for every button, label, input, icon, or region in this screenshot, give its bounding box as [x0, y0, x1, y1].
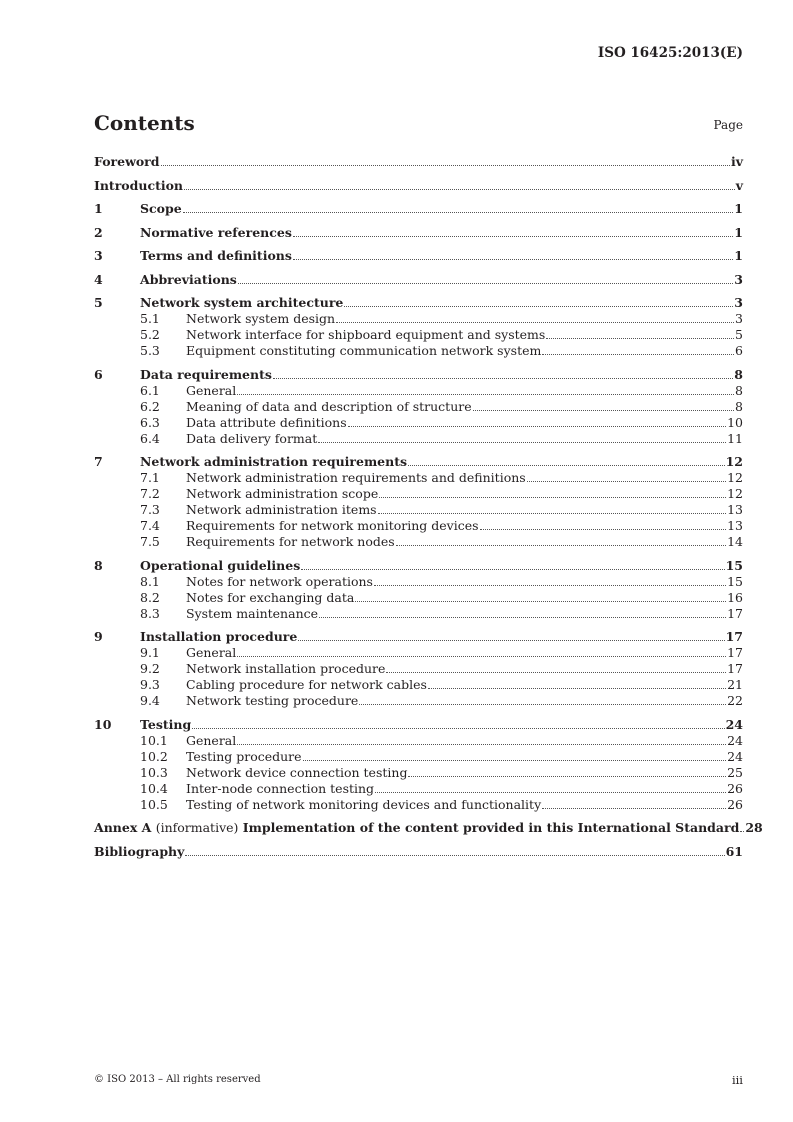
toc-section-entry[interactable] [94, 201, 743, 217]
toc-entry-page: 17 [727, 645, 743, 660]
toc-entry-page: 3 [734, 295, 743, 310]
toc-entry-number: 9.3 [140, 677, 160, 692]
dot-leader [298, 640, 724, 641]
toc-entry-page: 12 [727, 470, 743, 485]
toc-entry-title: Network administration items [186, 502, 377, 517]
toc-subsection-entry[interactable] [94, 733, 743, 749]
toc-entry-title: Network interface for shipboard equipment and systems [186, 327, 546, 342]
toc-entry-title: Foreword [94, 154, 160, 169]
toc-entry-page: 1 [734, 201, 743, 216]
toc-entry-page: 5 [735, 327, 743, 342]
toc-subsection-entry[interactable] [94, 749, 743, 765]
toc-entry-title: General [186, 382, 237, 398]
toc-entry-number: 9.1 [140, 645, 160, 660]
dot-leader [192, 728, 724, 729]
toc-entry-page: 8 [734, 366, 743, 382]
toc-entry-title: Notes for network operations [186, 573, 373, 589]
toc-entry-number: 6.3 [140, 414, 160, 430]
toc-entry-page: 26 [727, 780, 743, 796]
toc-entry-title: Inter-node connection testing [186, 780, 375, 796]
toc-subsection-entry[interactable] [94, 431, 743, 447]
toc-entry-number: 6.2 [140, 398, 160, 414]
toc-entry-page: 1 [734, 248, 743, 263]
toc-entry-number: 5.2 [140, 327, 160, 342]
table-of-contents [94, 154, 763, 860]
dot-leader [237, 656, 726, 657]
toc-entry-title: Requirements for network monitoring devices [186, 518, 479, 533]
toc-section-entry[interactable] [94, 717, 743, 733]
page-column-label: Page [713, 118, 743, 132]
toc-entry-number: 6.4 [140, 430, 160, 446]
toc-entry-page: 8 [735, 382, 743, 398]
toc-entry-number: 9.4 [140, 693, 160, 708]
toc-entry-page: 3 [734, 271, 743, 287]
toc-entry-title: Cabling procedure for network cables [186, 677, 427, 692]
toc-subsection-entry[interactable] [94, 661, 743, 677]
toc-annex-entry[interactable] [94, 820, 763, 836]
toc-entry-page: 15 [727, 573, 743, 589]
toc-entry-page: 10 [727, 414, 743, 430]
toc-entry-number: 3 [94, 248, 103, 263]
toc-entry-page: 21 [727, 677, 743, 692]
toc-entry-number: 6 [94, 366, 103, 382]
toc-entry-page: 3 [735, 311, 743, 326]
toc-entry-title: System maintenance [186, 605, 319, 621]
toc-bibliography-entry[interactable] [94, 844, 743, 860]
toc-entry-page: 16 [727, 589, 743, 605]
toc-entry-page: 12 [725, 454, 743, 469]
toc-entry-page: 12 [727, 486, 743, 501]
dot-leader [359, 704, 726, 705]
toc-subsection-entry[interactable] [94, 797, 743, 813]
toc-entry-number: 4 [94, 271, 103, 287]
toc-subsection-entry[interactable] [94, 311, 743, 327]
footer-copyright: © ISO 2013 – All rights reserved [94, 1074, 261, 1085]
toc-subsection-entry[interactable] [94, 327, 743, 343]
toc-entry-number: 7 [94, 454, 103, 469]
toc-subsection-entry[interactable] [94, 415, 743, 431]
dot-leader [344, 306, 733, 307]
toc-entry-number: 8.1 [140, 573, 160, 589]
toc-subsection-entry[interactable] [94, 574, 743, 590]
toc-entry-number: 7.5 [140, 534, 160, 549]
toc-entry-title: Network system design [186, 311, 336, 326]
toc-entry-title: Network testing procedure [186, 693, 359, 708]
dot-leader [301, 569, 724, 570]
dot-leader [185, 855, 724, 856]
toc-entry-number: 10.4 [140, 780, 168, 796]
dot-leader [740, 831, 744, 832]
toc-subsection-entry[interactable] [94, 470, 743, 486]
toc-entry-page: 13 [727, 518, 743, 533]
toc-entry-title: Network administration requirements and definitions [186, 470, 526, 485]
dot-leader [375, 792, 726, 793]
toc-entry-title: Testing procedure [186, 748, 302, 764]
toc-entry-number: 9.2 [140, 661, 160, 676]
toc-entry-title: Terms and definitions [140, 248, 292, 263]
standard-id: ISO 16425:2013(E) [597, 45, 743, 61]
dot-leader [386, 672, 726, 673]
toc-entry-number: 5.1 [140, 311, 160, 326]
dot-leader [348, 426, 726, 427]
dot-leader [319, 617, 726, 618]
dot-leader [336, 322, 734, 323]
toc-subsection-entry[interactable] [94, 606, 743, 622]
toc-entry-title: Network installation procedure [186, 661, 386, 676]
toc-section-entry[interactable] [94, 225, 743, 241]
dot-leader [355, 601, 726, 602]
toc-section-entry[interactable] [94, 367, 743, 383]
toc-subsection-entry[interactable] [94, 765, 743, 781]
toc-entry-page: 11 [727, 430, 743, 446]
toc-entry-number: 7.3 [140, 502, 160, 517]
dot-leader [546, 338, 734, 339]
toc-section-entry[interactable] [94, 558, 743, 574]
dot-leader [542, 354, 734, 355]
toc-entry-page: 8 [735, 398, 743, 414]
annex-label: Annex A [94, 820, 152, 835]
toc-entry-page: 1 [734, 224, 743, 240]
contents-title: Contents [94, 111, 195, 135]
annex-title: Implementation of the content provided in this International Standard [242, 820, 740, 835]
dot-leader [237, 394, 734, 395]
toc-entry-page: 17 [727, 605, 743, 621]
toc-entry-number: 9 [94, 629, 103, 644]
toc-entry-number: 8.2 [140, 589, 160, 605]
toc-entry-number: 8.3 [140, 605, 160, 621]
toc-subsection-entry[interactable] [94, 590, 743, 606]
toc-entry-title: Scope [140, 201, 182, 216]
toc-subsection-entry[interactable] [94, 486, 743, 502]
toc-entry-page: 17 [725, 629, 743, 644]
toc-entry-page: 25 [727, 764, 743, 780]
toc-entry-title: Testing of network monitoring devices and functionality [186, 796, 542, 812]
toc-entry-title: General [186, 645, 237, 660]
toc-entry-title: Notes for exchanging data [186, 589, 355, 605]
dot-leader [303, 760, 727, 761]
toc-section-entry[interactable] [94, 154, 743, 170]
toc-entry-page: 24 [725, 716, 743, 732]
dot-leader [238, 283, 733, 284]
toc-entry-number: 6.1 [140, 382, 160, 398]
toc-entry-title: Normative references [140, 224, 292, 240]
toc-section-entry[interactable] [94, 454, 743, 470]
toc-subsection-entry[interactable] [94, 399, 743, 415]
toc-entry-page: 22 [727, 693, 743, 708]
toc-entry-title: Data delivery format [186, 430, 318, 446]
toc-section-entry[interactable] [94, 272, 743, 288]
toc-entry-page: 6 [735, 343, 743, 358]
toc-entry-title: Operational guidelines [140, 557, 301, 573]
toc-subsection-entry[interactable] [94, 383, 743, 399]
toc-entry-number: 2 [94, 224, 103, 240]
dot-leader [374, 585, 726, 586]
annex-page: 28 [745, 820, 763, 835]
toc-entry-title: Equipment constituting communication network system [186, 343, 542, 358]
toc-entry-title: Network administration scope [186, 486, 379, 501]
dot-leader [527, 481, 726, 482]
dot-leader [378, 513, 727, 514]
toc-entry-number: 7.2 [140, 486, 160, 501]
dot-leader [184, 189, 735, 190]
toc-entry-page: 26 [727, 796, 743, 812]
toc-entry-page: 24 [727, 732, 743, 748]
dot-leader [408, 465, 725, 466]
footer-page-number: iii [731, 1073, 743, 1087]
toc-entry-page: 13 [727, 502, 743, 517]
toc-entry-number: 10.1 [140, 732, 168, 748]
dot-leader [293, 236, 733, 237]
toc-entry-number: 5 [94, 295, 103, 310]
dot-leader [318, 442, 726, 443]
dot-leader [379, 497, 726, 498]
toc-entry-title: Meaning of data and description of structure [186, 398, 472, 414]
toc-entry-title: Data attribute definitions [186, 414, 347, 430]
bibliography-title: Bibliography [94, 843, 185, 859]
toc-entry-title: Requirements for network nodes [186, 534, 395, 549]
toc-section-entry[interactable] [94, 178, 743, 194]
toc-entry-title: Introduction [94, 177, 184, 193]
bibliography-page: 61 [725, 843, 743, 859]
dot-leader [428, 688, 726, 689]
toc-entry-page: v [735, 177, 743, 193]
toc-entry-title: Network device connection testing [186, 764, 408, 780]
toc-entry-title: Network system architecture [140, 295, 344, 310]
toc-entry-page: 24 [727, 748, 743, 764]
toc-section-entry[interactable] [94, 295, 743, 311]
toc-subsection-entry[interactable] [94, 343, 743, 359]
toc-entry-title: Installation procedure [140, 629, 298, 644]
toc-entry-page: 14 [727, 534, 743, 549]
toc-entry-number: 10 [94, 716, 112, 732]
toc-entry-number: 10.3 [140, 764, 168, 780]
annex-qualifier: (informative) [155, 820, 239, 835]
toc-entry-title: Network administration requirements [140, 454, 408, 469]
toc-subsection-entry[interactable] [94, 645, 743, 661]
toc-subsection-entry[interactable] [94, 781, 743, 797]
toc-entry-number: 7.1 [140, 470, 160, 485]
toc-subsection-entry[interactable] [94, 518, 743, 534]
toc-entry-page: iv [730, 154, 743, 169]
toc-entry-page: 15 [725, 557, 743, 573]
dot-leader [237, 744, 726, 745]
toc-entry-number: 7.4 [140, 518, 160, 533]
dot-leader [542, 808, 726, 809]
toc-entry-number: 10.2 [140, 748, 168, 764]
dot-leader [408, 776, 726, 777]
dot-leader [473, 410, 734, 411]
dot-leader [161, 165, 730, 166]
dot-leader [183, 212, 734, 213]
toc-entry-number: 10.5 [140, 796, 168, 812]
toc-entry-number: 8 [94, 557, 103, 573]
dot-leader [273, 378, 733, 379]
toc-section-entry[interactable] [94, 629, 743, 645]
dot-leader [396, 545, 726, 546]
toc-section-entry[interactable] [94, 248, 743, 264]
toc-entry-page: 17 [727, 661, 743, 676]
toc-entry-number: 5.3 [140, 343, 160, 358]
dot-leader [293, 259, 733, 260]
toc-subsection-entry[interactable] [94, 677, 743, 693]
dot-leader [480, 529, 727, 530]
toc-entry-title: Testing [140, 716, 192, 732]
toc-subsection-entry[interactable] [94, 693, 743, 709]
toc-subsection-entry[interactable] [94, 502, 743, 518]
toc-entry-title: Data requirements [140, 366, 272, 382]
toc-entry-title: Abbreviations [140, 271, 237, 287]
toc-entry-number: 1 [94, 201, 103, 216]
toc-subsection-entry[interactable] [94, 534, 743, 550]
toc-entry-title: General [186, 732, 237, 748]
